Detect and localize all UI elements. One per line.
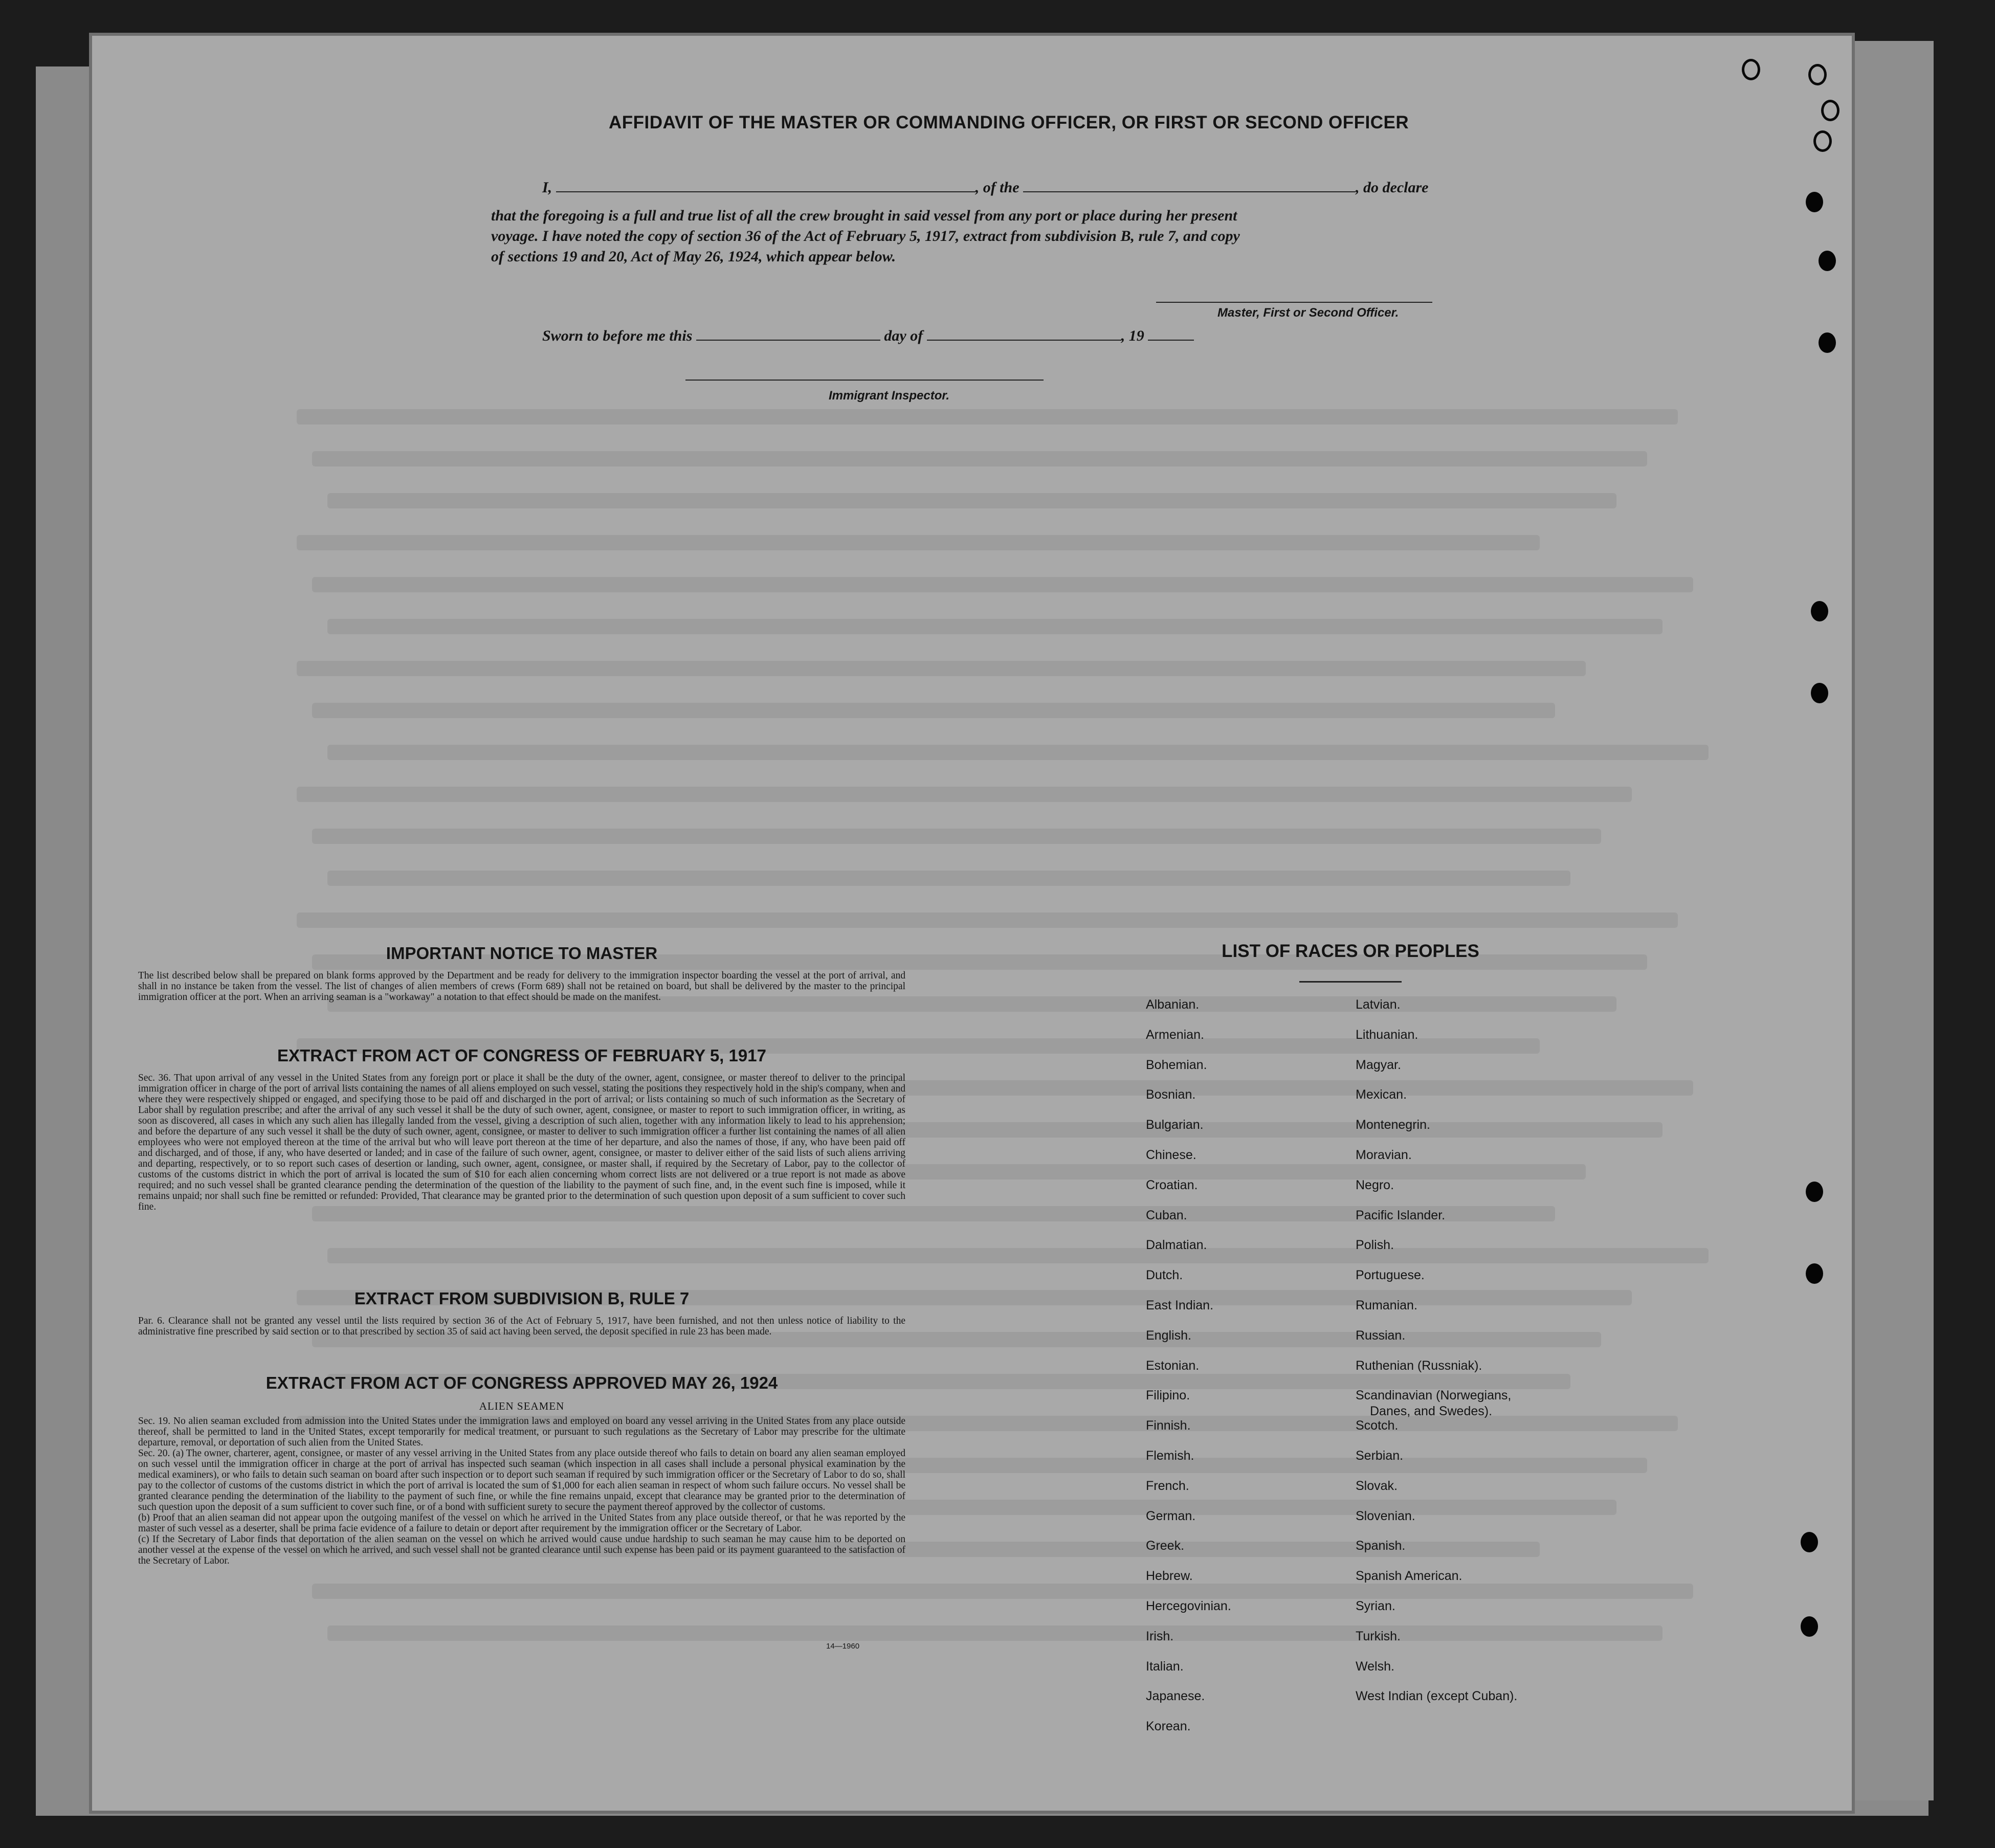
affidavit-title: AFFIDAVIT OF THE MASTER OR COMMANDING OFFICER, OR FIRST OR SECOND OFFICER: [609, 113, 1409, 132]
punch-hole: [1811, 601, 1828, 621]
notice-title: IMPORTANT NOTICE TO MASTER: [386, 944, 658, 963]
important-notice: [138, 944, 905, 1003]
race-item: East Indian.: [1146, 1298, 1214, 1312]
punch-hole: [1811, 683, 1828, 703]
affidavit-line-2: that the foregoing is a full and true list of all the crew brought in said vessel from any port or place during her present: [491, 207, 1237, 224]
inspector-caption: Immigrant Inspector.: [829, 389, 950, 403]
race-item: Magyar.: [1356, 1057, 1401, 1072]
race-item: Danes, and Swedes).: [1370, 1404, 1493, 1419]
race-item: West Indian (except Cuban).: [1356, 1689, 1518, 1704]
master-signature-line[interactable]: [1156, 302, 1432, 303]
vessel-blank[interactable]: [1023, 180, 1356, 192]
race-item: Latvian.: [1356, 997, 1401, 1012]
race-item: Welsh.: [1356, 1659, 1394, 1674]
race-item: Russian.: [1356, 1328, 1406, 1343]
affidavit-line-1: [542, 179, 1428, 196]
race-item: Croatian.: [1146, 1177, 1198, 1192]
race-item: Pacific Islander.: [1356, 1208, 1446, 1222]
punch-hole: [1801, 1616, 1818, 1637]
affidavit-of-the: , of the: [975, 179, 1019, 196]
affidavit-line-4: of sections 19 and 20, Act of May 26, 1924, which appear below.: [491, 248, 896, 265]
race-item: Irish.: [1146, 1629, 1174, 1643]
race-item: French.: [1146, 1478, 1189, 1493]
race-item: Spanish.: [1356, 1539, 1406, 1553]
race-item: Moravian.: [1356, 1148, 1412, 1162]
sec-20c: (c) If the Secretary of Labor finds that deportation of the alien seaman on the vessel on which he arrived would cause undue hardship to such seaman he may cause him to be deported on another vessel at the expense of the vessel on which he arrived, and such vessel shall not be granted clearance until such expense has been paid or its payment guaranteed to the satisfaction of the Secretary of Labor.: [138, 1534, 905, 1566]
race-item: Chinese.: [1146, 1148, 1196, 1162]
race-item: Flemish.: [1146, 1449, 1194, 1463]
race-item: Armenian.: [1146, 1027, 1204, 1042]
race-item: Greek.: [1146, 1539, 1185, 1553]
punch-hole: [1808, 64, 1827, 85]
punch-hole: [1821, 100, 1839, 121]
race-item: Cuban.: [1146, 1208, 1187, 1222]
race-item: Serbian.: [1356, 1449, 1404, 1463]
affidavit-line-3: voyage. I have noted the copy of section 36 of the Act of February 5, 1917, extract from subdivision B, rule 7, and copy: [491, 228, 1240, 244]
race-item: German.: [1146, 1508, 1196, 1523]
sec-19: Sec. 19. No alien seaman excluded from admission into the United States under the immigration laws and employed on board any vessel arriving in the United States from any place outside thereof, shall be permitted to land in the United States, except temporarily for medical treatment, or pursuant to such regulations as the Secretary of Labor may prescribe for the ultimate departure, removal, or deportation of such alien from the United States.: [138, 1416, 905, 1448]
races-title-rule: [1299, 981, 1402, 983]
race-item: Filipino.: [1146, 1388, 1190, 1403]
punch-hole: [1806, 1182, 1823, 1202]
punch-hole: [1806, 192, 1823, 212]
name-blank[interactable]: [556, 180, 976, 192]
month-blank[interactable]: [927, 328, 1121, 341]
form-number: 14—1960: [826, 1642, 860, 1651]
extract-1924: [138, 1373, 905, 1566]
race-item: Japanese.: [1146, 1689, 1205, 1704]
year-prefix: , 19: [1121, 327, 1144, 344]
master-signature-caption: Master, First or Second Officer.: [1217, 306, 1399, 320]
inspector-signature-line[interactable]: [685, 380, 1044, 381]
race-item: Bohemian.: [1146, 1057, 1207, 1072]
race-item: Scotch.: [1356, 1418, 1399, 1433]
race-item: Bulgarian.: [1146, 1118, 1204, 1132]
punch-hole: [1819, 332, 1836, 353]
subdivision-b-title: EXTRACT FROM SUBDIVISION B, RULE 7: [354, 1289, 690, 1308]
day-of-text: day of: [884, 327, 923, 344]
race-item: Estonian.: [1146, 1358, 1200, 1373]
extract-1917-title: EXTRACT FROM ACT OF CONGRESS OF FEBRUARY 5, 1917: [277, 1046, 766, 1065]
race-item: Negro.: [1356, 1177, 1394, 1192]
race-item: Turkish.: [1356, 1629, 1401, 1643]
sworn-text: Sworn to before me this: [542, 327, 693, 344]
race-item: Portuguese.: [1356, 1268, 1425, 1283]
sec-20b: (b) Proof that an alien seaman did not appear upon the outgoing manifest of the vessel on which he arrived in the United States from any place outside thereof, or that he was reported by the master of such vessel as a deserter, shall be prima facie evidence of a failure to detain or deport after requirement by the immigration officer or the Secretary of Labor.: [138, 1512, 905, 1534]
affidavit-declare: , do declare: [1356, 179, 1429, 196]
race-item: Dalmatian.: [1146, 1238, 1207, 1253]
punch-hole: [1742, 59, 1760, 80]
race-item: Lithuanian.: [1356, 1027, 1418, 1042]
subdivision-b: [138, 1289, 905, 1337]
race-item: Hercegovinian.: [1146, 1599, 1231, 1613]
alien-seamen-subtitle: ALIEN SEAMEN: [479, 1400, 565, 1412]
race-item: Ruthenian (Russniak).: [1356, 1358, 1482, 1373]
race-item: Bosnian.: [1146, 1087, 1196, 1102]
notice-body: The list described below shall be prepared on blank forms approved by the Department and be ready for delivery to the immigration inspector boarding the vessel at the port of arrival, and shall in no instance be taken from the vessel. The list of changes of alien members of crews (Form 689) shall not be retained on board, but shall be delivered by the master to the principal immigration officer at the port. When an arriving seaman is a "workaway" a notation to that effect should be made on the manifest.: [138, 970, 905, 1003]
race-item: Syrian.: [1356, 1599, 1395, 1613]
race-item: Montenegrin.: [1356, 1118, 1430, 1132]
affidavit-i: I,: [542, 179, 552, 196]
extract-1917: [138, 1046, 905, 1212]
year-blank[interactable]: [1148, 328, 1194, 341]
underlying-page-edge: [1852, 41, 1934, 1800]
race-item: Spanish American.: [1356, 1569, 1462, 1584]
race-item: Finnish.: [1146, 1418, 1191, 1433]
punch-hole: [1819, 251, 1836, 271]
race-item: Korean.: [1146, 1719, 1191, 1734]
extract-1917-body: Sec. 36. That upon arrival of any vessel in the United States from any foreign port or place it shall be the duty of the owner, agent, consignee, or master thereof to deliver to the principal immigration officer in charge of the port of arrival lists containing the names of all aliens employed on such vessel, stating the positions they respectively hold in the ship's company, when and where they were respectively shipped or engaged, and specifying those to be paid off and discharged in the port of arrival; or lists containing so much of such information as the Secretary of Labor shall by regulation prescribe; and after the arrival of any such vessel it shall be the duty of such owner, agent, consignee, or master to report to such immigration officer, in writing, as soon as discovered, all cases in which any such alien has illegally landed from the vessel, giving a description of such alien, together with any information likely to lead to his apprehension; and before the departure of any such vessel it shall be the duty of such owner, agent, consignee, or master to deliver to such immigration officer a further list containing the names of all alien employees who were not employed thereon at the time of the arrival but who will leave port thereon at the time of her departure, and also the names of those, if any, who have been paid off and discharged, and of those, if any, who have deserted or landed; and in case of the failure of such owner, agent, consignee, or master to deliver either of the said lists of such aliens arriving and departing, respectively, or to so report such cases of desertion or landing, such owner, agent, consignee, or master shall, if required by the Secretary of Labor, pay to the collector of customs of the customs district in which the port of arrival is located the sum of $10 for each alien concerning whom correct lists are not delivered or a true report is not made as above required; and no such vessel shall be granted clearance pending the determination of the question of the liability to the payment of such fine, and, in the event such fine is imposed, while it remains unpaid; nor shall such fine be remitted or refunded: Provided, That clearance may be granted prior to the determination of such question upon deposit of a sum sufficient to cover such fine.: [138, 1073, 905, 1212]
race-item: Albanian.: [1146, 997, 1200, 1012]
extract-1924-title: EXTRACT FROM ACT OF CONGRESS APPROVED MAY 26, 1924: [265, 1373, 778, 1392]
race-item: Dutch.: [1146, 1268, 1183, 1283]
race-item: Rumanian.: [1356, 1298, 1417, 1312]
day-blank[interactable]: [696, 328, 880, 341]
race-item: Hebrew.: [1146, 1569, 1193, 1584]
race-item: Slovak.: [1356, 1478, 1398, 1493]
race-item: Italian.: [1146, 1659, 1184, 1674]
race-item: Scandinavian (Norwegians,: [1356, 1388, 1512, 1403]
race-item: Polish.: [1356, 1238, 1394, 1253]
sworn-line: [542, 327, 1194, 345]
punch-hole: [1801, 1532, 1818, 1552]
sec-20a: Sec. 20. (a) The owner, charterer, agent, consignee, or master of any vessel arriving in the United States from any place outside thereof who fails to detain on board any alien seaman employed on such vessel until the immigration officer in charge at the port of arrival has inspected such seaman (which inspection in all cases shall include a personal physical examination by the medical examiners), or who fails to detain such seaman on board after such inspection or to deport such seaman if required by such immigration officer or the Secretary of Labor to do so, shall pay to the collector of customs of the customs district in which the port of arrival is located the sum of $1,000 for each alien seaman in respect of whom such failure occurs. No vessel shall be granted clearance pending the determination of the liability to the payment of such fine, or while the fine remains unpaid, except that clearance may be granted prior to the determination of such question upon the deposit of a sum sufficient to cover such fine, or of a bond with sufficient surety to secure the payment thereof approved by the collector of customs.: [138, 1448, 905, 1512]
race-item: Mexican.: [1356, 1087, 1407, 1102]
race-item: Slovenian.: [1356, 1508, 1415, 1523]
race-item: English.: [1146, 1328, 1191, 1343]
races-title: LIST OF RACES OR PEOPLES: [1222, 941, 1479, 961]
punch-hole: [1806, 1263, 1823, 1284]
subdivision-b-body: Par. 6. Clearance shall not be granted any vessel until the lists required by section 36 of the Act of February 5, 1917, have been furnished, and not then unless notice of liability to the administrative fine prescribed by said section or to that prescribed by section 35 of said act having been served, the deposit specified in rule 23 has been made.: [138, 1316, 905, 1337]
punch-hole: [1813, 130, 1832, 152]
